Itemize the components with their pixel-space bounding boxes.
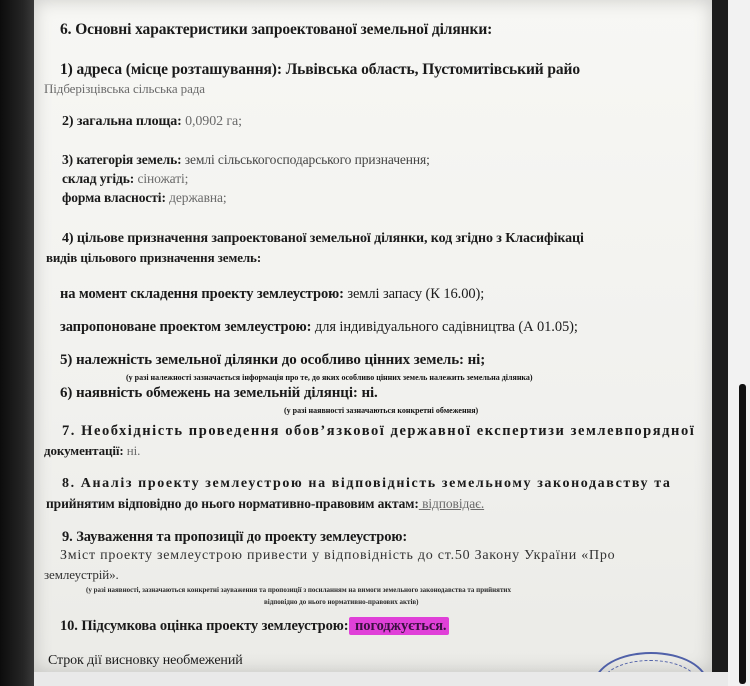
category-line	[62, 153, 430, 167]
section-8-line-cont	[46, 497, 484, 511]
compliance-label: прийнятим відповідно до нього нормативно-правовим актам:	[46, 496, 419, 511]
valuable-lands-note: (у разі належності зазначається інформація про те, до яких особливо цінних земель належить земельна ділянка)	[126, 373, 533, 382]
expertise-label: документації:	[44, 443, 124, 458]
ownership-label: форма власності:	[62, 190, 166, 205]
address-value-cont: Підберізцівська сільська рада	[44, 81, 205, 96]
remarks-line: Зміст проекту землеустрою привести у відповідність до ст.50 Закону України «Про	[60, 548, 616, 563]
ownership-value: державна;	[165, 190, 227, 205]
area-line	[62, 115, 242, 129]
purpose-line-cont: видів цільового призначення земель:	[46, 250, 262, 265]
remarks-note-cont: відповідно до нього нормативно-правових актів)	[264, 598, 419, 606]
restrictions-note: (у разі наявності зазначаються конкретні обмеження)	[284, 406, 479, 415]
remarks-line-cont: землеустрій».	[44, 567, 119, 582]
final-assessment-value-highlighted: погоджується.	[349, 617, 450, 635]
land-composition-label: склад угідь:	[62, 171, 135, 186]
purpose-proposed-value: для індивідуального садівництва (А 01.05);	[311, 319, 578, 335]
land-composition-line	[62, 172, 188, 186]
valuable-lands-value: ні;	[463, 352, 486, 368]
address-line	[60, 62, 580, 78]
purpose-current-line	[60, 287, 484, 302]
purpose-current-label: на момент складення проекту землеустрою:	[60, 286, 344, 302]
land-composition-value: сіножаті;	[134, 171, 189, 186]
category-label: 3) категорія земель:	[62, 152, 182, 167]
restrictions-value: ні.	[357, 385, 378, 401]
final-assessment-label: 10. Підсумкова оцінка проекту землеустрою:	[60, 618, 349, 634]
section-10-line	[60, 619, 449, 634]
purpose-line: 4) цільове призначення запроектованої земельної ділянки, код згідно з Класифікаці	[62, 231, 584, 246]
purpose-proposed-line	[60, 320, 578, 335]
section-9-heading: 9. Зауваження та пропозиції до проекту землеустрою:	[62, 529, 408, 545]
valuable-lands-line	[60, 353, 485, 368]
ownership-line	[62, 191, 227, 205]
category-value: землі сільськогосподарського призначення;	[181, 152, 430, 167]
valuable-lands-label: 5) належність земельної ділянки до особливо цінних земель:	[60, 352, 464, 368]
validity-line: Строк дії висновку необмежений	[48, 653, 243, 668]
document-body	[34, 0, 712, 672]
official-stamp	[594, 652, 708, 672]
vertical-scrollbar[interactable]	[739, 384, 746, 684]
area-label: 2) загальна площа:	[62, 114, 182, 129]
section-7-line: 7. Необхідність проведення обов’язкової державної експертизи землевпорядної	[62, 423, 696, 439]
address-label: 1) адреса (місце розташування):	[60, 61, 282, 78]
purpose-current-value: землі запасу (К 16.00);	[343, 286, 485, 302]
purpose-proposed-label: запропоноване проектом землеустрою:	[60, 319, 312, 335]
restrictions-line	[60, 386, 378, 401]
section-6-heading: 6. Основні характеристики запроектованої земельної ділянки:	[60, 21, 493, 38]
scanned-page	[34, 0, 712, 672]
expertise-value: ні.	[123, 443, 141, 458]
section-7-line-cont	[44, 444, 140, 457]
bottom-strip	[34, 672, 728, 686]
area-value: 0,0902 га;	[181, 114, 242, 129]
restrictions-label: 6) наявність обмежень на земельній ділянці:	[60, 385, 358, 401]
left-frame	[0, 0, 34, 686]
remarks-note: (у разі наявності, зазначаються конкретні зауваження та пропозиції з посиланням на вимоги земельного законодавства та прийнятих	[86, 586, 511, 594]
section-8-line: 8. Аналіз проекту землеустрою на відповідність земельному законодавству та	[62, 476, 672, 491]
address-value: Львівська область, Пустомитівський райо	[281, 61, 581, 78]
official-stamp-inner-ring	[602, 660, 698, 672]
compliance-value: відповідає.	[418, 496, 485, 511]
